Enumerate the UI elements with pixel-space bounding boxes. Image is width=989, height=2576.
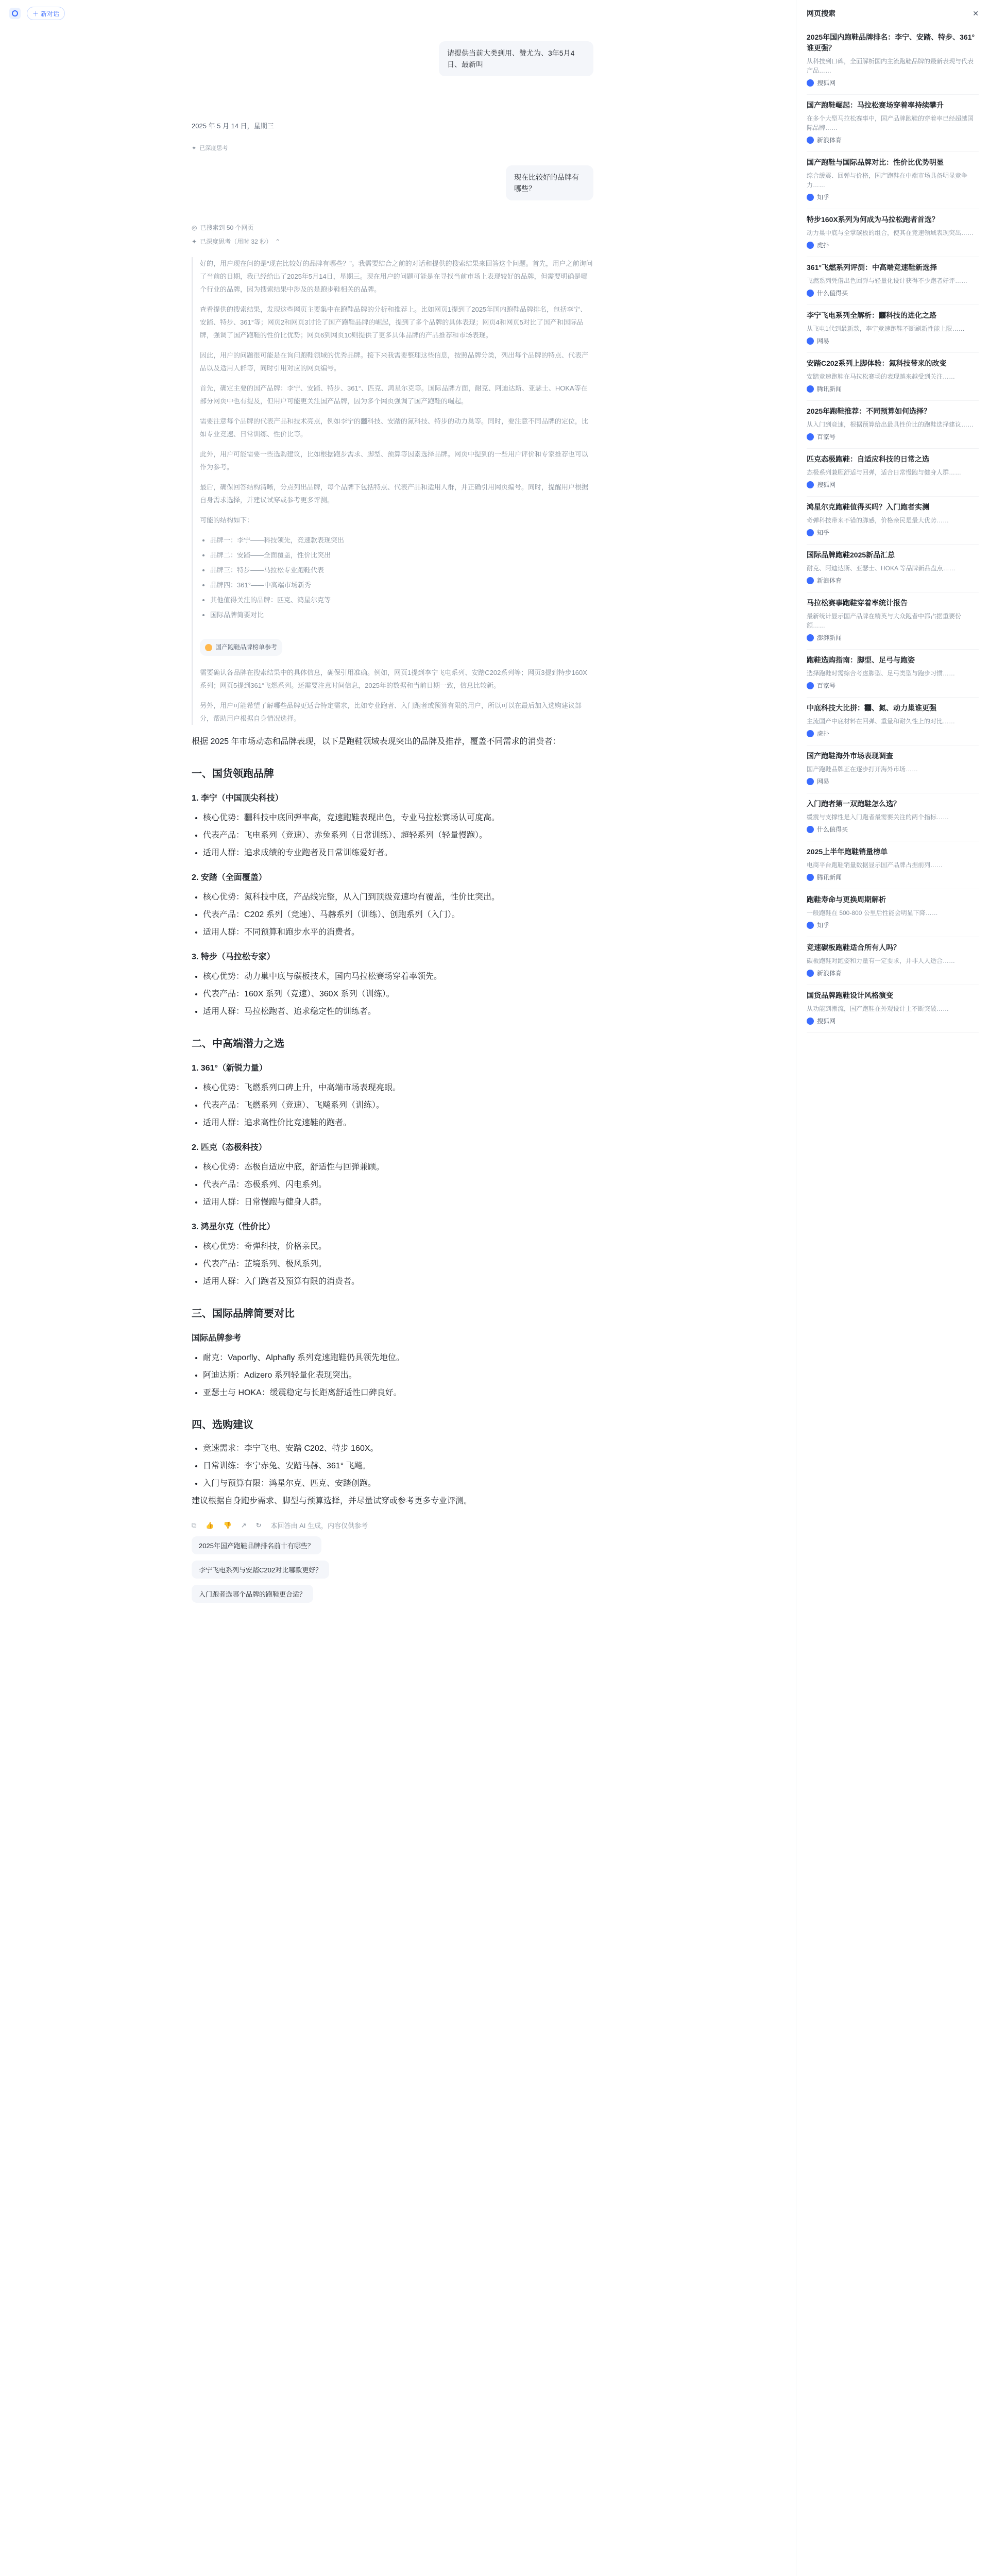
reference-source-name: 网易 (817, 778, 830, 785)
reference-source-name: 腾讯新闻 (817, 385, 842, 393)
summary-point: • 日常训练：李宁赤兔、安踏马赫、361° 飞飚。 (203, 1459, 593, 1474)
brand-points (203, 810, 593, 861)
reference-source-name: 知乎 (817, 922, 830, 929)
reference-list (807, 27, 979, 1033)
thought-paragraph: 查看提供的搜索结果，发现这些网页主要集中在跑鞋品牌的分析和推荐上。比如网页1提到了2025年国内跑鞋品牌排名，包括李宁、安踏、特步、361°等；网页2和网页3讨论了国产跑鞋品牌的崛起，提到了多个品牌的具体表现；网页4和网页5对比了国产和国际品牌，强调了国产跑鞋的性价比优势；网页6到网页10则提供了更多具体品牌的产品推荐和市场表现。 (200, 306, 587, 339)
brand-point: • 适用人群：追求成绩的专业跑者及日常训练爱好者。 (203, 845, 593, 861)
site-favicon-icon (807, 682, 814, 689)
reference-pill-label: 国产跑鞋品牌榜单参考 (215, 643, 278, 651)
brand-heading: 3. 鸿星尔克（性价比） (192, 1223, 275, 1231)
plus-icon: ＋ (32, 10, 39, 18)
brand-point: • 代表产品：态极系列、闪电系列。 (203, 1177, 593, 1193)
answer-section-heading: 三、国际品牌简要对比 (192, 1308, 295, 1319)
thinking-label: 已深度思考 (199, 145, 228, 151)
brand-point: • 代表产品：160X 系列（竞速）、360X 系列（训练）。 (203, 987, 593, 1002)
reference-source (807, 193, 979, 201)
reference-pill[interactable] (200, 639, 282, 656)
thumbs-up-icon[interactable]: 👍 (206, 1521, 214, 1529)
reference-title: 跑鞋选购指南：脚型、足弓与跑姿 (807, 656, 915, 664)
brand-point: • 代表产品：C202 系列（竞速）、马赫系列（训练）、创跑系列（入门）。 (203, 907, 593, 923)
brand-point: • 适用人群：入门跑者及预算有限的消费者。 (203, 1274, 593, 1290)
reference-title: 国货品牌跑鞋设计风格演变 (807, 991, 893, 999)
new-chat-label: 新对话 (41, 10, 60, 18)
reference-title: 李宁飞电系列全解析：䨻科技的进化之路 (807, 311, 936, 319)
reference-title: 中底科技大比拼：䨻、氮、动力巢谁更强 (807, 704, 936, 712)
reference-panel (796, 0, 989, 2576)
reference-card[interactable] (807, 497, 979, 545)
thought-header[interactable] (192, 237, 593, 246)
site-favicon-icon (807, 970, 814, 977)
site-favicon-icon (807, 634, 814, 641)
reference-source-name: 知乎 (817, 194, 830, 201)
site-favicon-icon (807, 1018, 814, 1025)
reference-card[interactable] (807, 545, 979, 592)
reference-title: 竞速碳板跑鞋适合所有人吗？ (807, 943, 900, 952)
site-favicon-icon (807, 778, 814, 785)
brand-point: • 适用人群：不同预算和跑步水平的消费者。 (203, 925, 593, 940)
reference-card[interactable] (807, 401, 979, 449)
reference-snippet: 缓震与支撑性是入门跑者最需要关注的两个指标…… (807, 814, 949, 821)
brand-points (203, 1239, 593, 1290)
summary-heading: 四、选购建议 (192, 1419, 253, 1431)
brand-point: • 核心优势：飞燃系列口碑上升，中高端市场表现亮眼。 (203, 1080, 593, 1096)
reference-card[interactable] (807, 841, 979, 889)
reference-source (807, 432, 979, 441)
source-icon (205, 644, 212, 651)
share-icon[interactable]: ↗ (241, 1521, 247, 1529)
reference-snippet: 从功能到潮流，国产跑鞋在外观设计上不断突破…… (807, 1005, 949, 1012)
reference-title: 跑鞋寿命与更换周期解析 (807, 895, 886, 904)
site-favicon-icon (807, 577, 814, 584)
reference-card[interactable] (807, 650, 979, 698)
suggestion-list (192, 1536, 593, 1603)
brand-point: • 核心优势：䨻科技中底回弹率高，竞速跑鞋表现出色，专业马拉松赛场认可度高。 (203, 810, 593, 826)
site-favicon-icon (807, 874, 814, 881)
reference-source (807, 921, 979, 929)
reference-card[interactable] (807, 152, 979, 209)
reference-snippet: 从飞电1代到最新款，李宁竞速跑鞋不断刷新性能上限…… (807, 325, 965, 332)
answer-section-heading: 二、中高端潜力之选 (192, 1038, 284, 1049)
regenerate-icon[interactable]: ↻ (255, 1521, 262, 1529)
reference-snippet: 奇弹科技带来不错的脚感，价格亲民是最大优势…… (807, 517, 949, 524)
reference-card[interactable] (807, 353, 979, 401)
chevron-up-icon: ⌃ (275, 238, 281, 245)
reference-snippet: 选择跑鞋时需综合考虑脚型、足弓类型与跑步习惯…… (807, 670, 956, 677)
thought-paragraph: 需要确认各品牌在搜索结果中的具体信息，确保引用准确。例如，网页1提到李宁飞电系列、安踏C202系列等；网页3提到特步160X系列；网页5提到361°飞燃系列。还需要注意时间信息，2025年的数据和当前日期一致，信息比较新。 (200, 669, 587, 689)
reference-title: 马拉松赛事跑鞋穿着率统计报告 (807, 599, 908, 607)
brand-point: • 核心优势：氮科技中底，产品线完整，从入门到顶级竞速均有覆盖，性价比突出。 (203, 890, 593, 905)
suggestion-chip[interactable]: 李宁飞电系列与安踏C202对比哪款更好？ (192, 1561, 329, 1579)
reference-source (807, 241, 979, 249)
site-favicon-icon (807, 242, 814, 249)
summary-point: • 竞速需求：李宁飞电、安踏 C202、特步 160X。 (203, 1441, 593, 1456)
reference-source (807, 633, 979, 642)
reference-source (807, 969, 979, 977)
brain-icon: ✦ (192, 238, 197, 245)
thought-outline-item: • 品牌一：李宁——科技领先，竞速款表现突出 (210, 534, 593, 547)
reference-source (807, 336, 979, 345)
reference-card[interactable] (807, 745, 979, 793)
brand-heading: 3. 特步（马拉松专家） (192, 953, 275, 961)
brand-heading: 2. 安踏（全面覆盖） (192, 873, 267, 882)
reference-snippet: 综合缓震、回弹与价格，国产跑鞋在中端市场具备明显竞争力…… (807, 172, 968, 189)
reference-source (807, 729, 979, 738)
site-favicon-icon (807, 79, 814, 87)
brand-points (203, 890, 593, 940)
reference-title: 2025上半年跑鞋销量榜单 (807, 848, 888, 856)
reference-card[interactable] (807, 449, 979, 497)
reference-card[interactable] (807, 937, 979, 985)
thought-outline-item: • 品牌三：特步——马拉松专业跑鞋代表 (210, 564, 593, 577)
thought-outline-intro: 可能的结构如下： (200, 516, 254, 524)
brand-points (203, 969, 593, 1020)
reference-card[interactable] (807, 305, 979, 353)
reference-panel-header (807, 0, 979, 27)
reference-source (807, 873, 979, 882)
thought-header-label: 已深度思考（用时 32 秒） (200, 238, 272, 245)
reference-snippet: 从科技到口碑，全面解析国内主流跑鞋品牌的最新表现与代表产品…… (807, 58, 974, 74)
reference-snippet: 一般跑鞋在 500-800 公里后性能会明显下降…… (807, 909, 938, 917)
reference-source (807, 78, 979, 87)
brand-point: • 代表产品：芷境系列、极风系列。 (203, 1257, 593, 1272)
reference-source-name: 澎湃新闻 (817, 634, 842, 641)
site-favicon-icon (807, 433, 814, 440)
reference-source-name: 新浪体育 (817, 137, 842, 144)
search-meta-label: 已搜索到 50 个网页 (200, 224, 254, 231)
reference-card[interactable] (807, 698, 979, 745)
answer-block (192, 734, 593, 1509)
reference-card[interactable] (807, 95, 979, 152)
reference-source (807, 576, 979, 585)
reference-card[interactable] (807, 985, 979, 1033)
thought-paragraph: 最后，确保回答结构清晰，分点列出品牌，每个品牌下包括特点、代表产品和适用人群，并正确引用网页编号。同时，提醒用户根据自身需求选择，并建议试穿或参考更多评测。 (200, 483, 589, 504)
reference-source (807, 681, 979, 690)
brand-points (203, 1160, 593, 1210)
reference-snippet: 主流国产中底材料在回弹、重量和耐久性上的对比…… (807, 718, 956, 725)
brand-point: • 核心优势：动力巢中底与碳板技术，国内马拉松赛场穿着率领先。 (203, 969, 593, 985)
site-favicon-icon (807, 529, 814, 536)
top-bar (0, 0, 796, 27)
answer-closing: 建议根据自身跑步需求、脚型与预算选择，并尽量试穿或参考更多专业评测。 (192, 1497, 472, 1505)
site-favicon-icon (807, 290, 814, 297)
reference-source-name: 腾讯新闻 (817, 874, 842, 881)
brand-heading: 国际品牌参考 (192, 1334, 242, 1343)
reference-source (807, 289, 979, 297)
reference-snippet: 碳板跑鞋对跑姿和力量有一定要求，并非人人适合…… (807, 957, 956, 964)
reference-source (807, 825, 979, 834)
reference-source (807, 528, 979, 537)
answer-intro: 根据 2025 年市场动态和品牌表现，以下是跑鞋领域表现突出的品牌及推荐，覆盖不同需求的消费者： (192, 737, 561, 746)
brand-heading: 1. 361°（新锐力量） (192, 1064, 267, 1073)
summary-points (203, 1441, 593, 1492)
reference-snippet: 电商平台跑鞋销量数据显示国产品牌占据前列…… (807, 861, 943, 869)
thought-outline-item: • 品牌二：安踏——全面覆盖，性价比突出 (210, 549, 593, 562)
reference-card[interactable] (807, 889, 979, 937)
thinking-indicator[interactable] (192, 144, 593, 152)
thought-paragraph: 此外，用户可能需要一些选购建议，比如根据跑步需求、脚型、预算等因素选择品牌。网页中提到的一些用户评价和专家推荐也可以作为参考。 (200, 450, 589, 471)
thought-paragraph: 需要注意每个品牌的代表产品和技术亮点，例如李宁的䨻科技、安踏的氮科技、特步的动力巢等。同时，要注意不同品牌的定位，比如专业竞速、日常训练、性价比等。 (200, 417, 589, 438)
site-favicon-icon (807, 137, 814, 144)
reference-panel-title: 网页搜索 (807, 9, 835, 18)
thought-paragraph: 好的，用户现在问的是“现在比较好的品牌有哪些？”。我需要结合之前的对话和提供的搜索结果来回答这个问题。首先，用户之前询问了当前的日期，我已经给出了2025年5月14日，星期三。现在用户的问题可能是在寻找当前市场上表现较好的品牌，但需要明确是哪个行业的品牌，因为搜索结果中涉及的是跑步鞋相关的品牌。 (200, 260, 593, 293)
brand-point: • 代表产品：飞电系列（竞速）、赤兔系列（日常训练）、超轻系列（轻量慢跑）。 (203, 828, 593, 843)
reference-source-name: 知乎 (817, 529, 830, 536)
brand-point: • 亚瑟士与 HOKA：缓震稳定与长距离舒适性口碑良好。 (203, 1385, 593, 1401)
thought-block (192, 257, 593, 725)
reference-title: 入门跑者第一双跑鞋怎么选？ (807, 800, 900, 808)
answer-section-heading: 一、国货领跑品牌 (192, 768, 274, 779)
reference-title: 国际品牌跑鞋2025新品汇总 (807, 551, 895, 559)
reference-snippet: 态极系列兼顾舒适与回弹，适合日常慢跑与健身人群…… (807, 469, 962, 476)
reference-snippet: 从入门到竞速，根据预算给出最具性价比的跑鞋选择建议…… (807, 421, 974, 428)
reference-source-name: 虎扑 (817, 730, 830, 737)
brand-point: • 阿迪达斯：Adizero 系列轻量化表现突出。 (203, 1368, 593, 1383)
thumbs-down-icon[interactable]: 👎 (223, 1521, 232, 1529)
reference-source-name: 百家号 (817, 433, 836, 440)
reference-source-name: 虎扑 (817, 242, 830, 249)
reference-title: 国产跑鞋崛起：马拉松赛场穿着率持续攀升 (807, 101, 944, 109)
ai-disclaimer: 本回答由 AI 生成，内容仅供参考 (270, 1522, 368, 1530)
thought-paragraph: 首先，确定主要的国产品牌：李宁、安踏、特步、361°、匹克、鸿星尔克等。国际品牌方面，耐克、阿迪达斯、亚瑟士、HOKA等在部分网页中也有提及，但用户可能更关注国产品牌，因为多个网页强调了国产跑鞋的崛起。 (200, 384, 588, 405)
reference-source-name: 什么值得买 (817, 826, 848, 833)
message-actions (192, 1520, 593, 1530)
reference-snippet: 国产跑鞋品牌正在逐步打开海外市场…… (807, 766, 918, 773)
thought-outline-item: • 国际品牌简要对比 (210, 608, 593, 621)
brand-point: • 核心优势：态极自适应中底，舒适性与回弹兼顾。 (203, 1160, 593, 1175)
globe-icon: ◎ (192, 224, 197, 231)
brand-point: • 适用人群：日常慢跑与健身人群。 (203, 1195, 593, 1210)
thought-outline-item: • 其他值得关注的品牌：匹克、鸿星尔克等 (210, 594, 593, 606)
reference-title: 国产跑鞋海外市场表现调查 (807, 752, 893, 760)
brand-point: • 核心优势：奇弹科技，价格亲民。 (203, 1239, 593, 1255)
brand-heading: 1. 李宁（中国顶尖科技） (192, 794, 283, 803)
chat-thread (192, 31, 593, 1603)
brand-points (203, 1080, 593, 1131)
search-meta[interactable] (192, 223, 593, 232)
reference-snippet: 动力巢中底与全掌碳板的组合，使其在竞速领域表现突出…… (807, 229, 974, 236)
reference-title: 361°飞燃系列评测：中高端竞速鞋新选择 (807, 263, 937, 272)
reference-source-name: 什么值得买 (817, 290, 848, 297)
reference-title: 鸿星尔克跑鞋值得买吗？入门跑者实测 (807, 503, 929, 511)
reference-source (807, 135, 979, 144)
thought-outline-item: • 品牌四：361°——中高端市场新秀 (210, 579, 593, 591)
brand-points (203, 1350, 593, 1401)
site-favicon-icon (807, 194, 814, 201)
reference-snippet: 最新统计显示国产品牌在精英与大众跑者中都占据重要份额…… (807, 613, 962, 629)
reference-title: 匹克态极跑鞋：自适应科技的日常之选 (807, 455, 929, 463)
thought-paragraph: 另外，用户可能希望了解哪些品牌更适合特定需求，比如专业跑者、入门跑者或预算有限的用户，所以可以在最后加入选购建议部分，帮助用户根据自身情况选择。 (200, 702, 582, 722)
brand-point: • 适用人群：马拉松跑者、追求稳定性的训练者。 (203, 1004, 593, 1020)
reference-source-name: 新浪体育 (817, 577, 842, 584)
reference-card[interactable] (807, 27, 979, 95)
site-favicon-icon (807, 922, 814, 929)
reference-source-name: 百家号 (817, 682, 836, 689)
thought-outline (210, 534, 593, 621)
brand-point: • 适用人群：追求高性价比竞速鞋的跑者。 (203, 1115, 593, 1131)
reference-card[interactable] (807, 592, 979, 650)
reference-source-name: 搜狐网 (817, 481, 836, 488)
brand-heading: 2. 匹克（态极科技） (192, 1143, 267, 1152)
app-logo-icon[interactable] (9, 8, 21, 19)
site-favicon-icon (807, 826, 814, 833)
site-favicon-icon (807, 730, 814, 737)
user-message: 现在比较好的品牌有哪些？ (506, 165, 593, 200)
site-favicon-icon (807, 481, 814, 488)
reference-source-name: 新浪体育 (817, 970, 842, 977)
reference-card[interactable] (807, 257, 979, 305)
reference-snippet: 飞燃系列凭借出色回弹与轻量化设计获得不少跑者好评…… (807, 277, 968, 284)
reference-title: 安踏C202系列上脚体验：氮科技带来的改变 (807, 359, 947, 367)
suggestion-chip[interactable]: 2025年国产跑鞋品牌排名前十有哪些？ (192, 1536, 321, 1554)
copy-icon[interactable]: ⧉ (192, 1521, 197, 1529)
reference-title: 2025年跑鞋推荐：不同预算如何选择？ (807, 407, 931, 415)
reference-title: 特步160X系列为何成为马拉松跑者首选？ (807, 215, 939, 224)
close-icon[interactable]: ✕ (973, 9, 979, 18)
brand-point: • 代表产品：飞燃系列（竞速）、飞飚系列（训练）。 (203, 1098, 593, 1113)
user-message: 请提供当前大类到用、赞尤为、3年5月4日、最新叫 (439, 41, 593, 76)
reference-source-name: 搜狐网 (817, 1018, 836, 1025)
reference-title: 2025年国内跑鞋品牌排名：李宁、安踏、特步、361°谁更强？ (807, 33, 975, 52)
reference-source (807, 777, 979, 786)
assistant-answer-date: 2025 年 5 月 14 日，星期三 (192, 122, 274, 130)
brand-point: • 耐克：Vaporfly、Alphafly 系列竞速跑鞋仍具领先地位。 (203, 1350, 593, 1366)
summary-point: • 入门与预算有限：鸿星尔克、匹克、安踏创跑。 (203, 1476, 593, 1492)
reference-source-name: 网易 (817, 337, 830, 345)
site-favicon-icon (807, 385, 814, 393)
reference-source-name: 搜狐网 (817, 79, 836, 87)
reference-source (807, 1016, 979, 1025)
reference-snippet: 耐克、阿迪达斯、亚瑟士、HOKA 等品牌新品盘点…… (807, 565, 956, 572)
reference-card[interactable] (807, 793, 979, 841)
new-chat-button[interactable] (27, 7, 65, 20)
thought-paragraph: 因此，用户的问题很可能是在询问跑鞋领域的优秀品牌。接下来我需要整理这些信息，按照品牌分类，列出每个品牌的特点、代表产品以及适用人群等，同时引用对应的网页编号。 (200, 351, 589, 372)
reference-snippet: 在多个大型马拉松赛事中，国产品牌跑鞋的穿着率已经超越国际品牌…… (807, 115, 974, 131)
reference-title: 国产跑鞋与国际品牌对比：性价比优势明显 (807, 158, 944, 166)
reference-card[interactable] (807, 209, 979, 257)
site-favicon-icon (807, 337, 814, 345)
reference-source (807, 384, 979, 393)
brain-icon: ✦ (192, 145, 197, 151)
reference-source (807, 480, 979, 489)
suggestion-chip[interactable]: 入门跑者选哪个品牌的跑鞋更合适？ (192, 1585, 313, 1603)
reference-snippet: 安踏竞速跑鞋在马拉松赛场的表现越来越受到关注…… (807, 373, 956, 380)
